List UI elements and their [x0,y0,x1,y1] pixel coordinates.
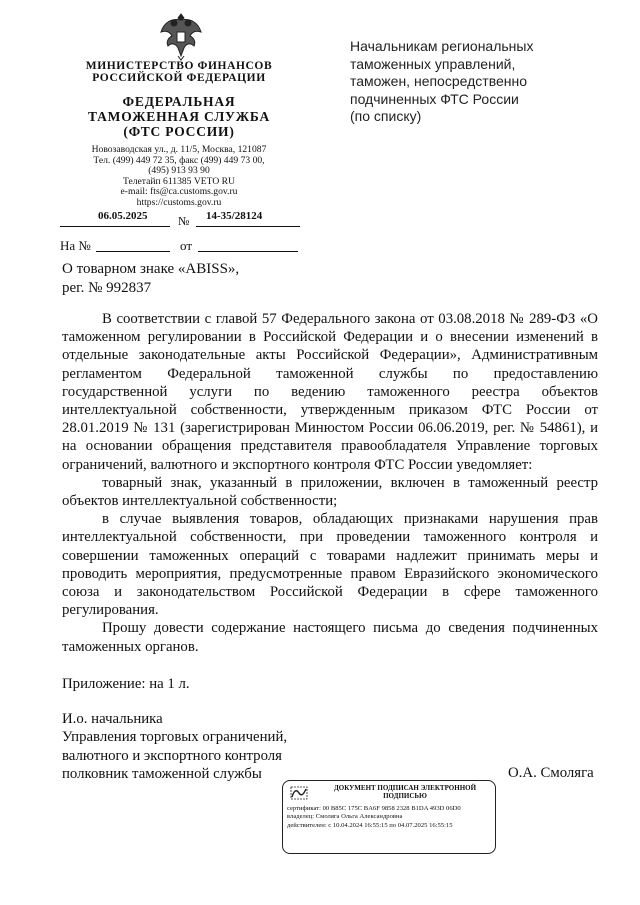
reference-date-blank [198,251,298,252]
reference-number-label: На № [60,238,91,253]
document-date: 06.05.2025 [98,210,148,222]
letter-body [62,310,598,656]
stamp-details [287,805,493,830]
signature-seal-icon [289,785,309,801]
attachment-note: Приложение: на 1 л. [62,676,190,692]
email-line: e-mail: fts@ca.customs.gov.ru [120,186,238,197]
stamp-validity: действителен: с 10.04.2024 16:55:15 по 04.07.2025 16:55:15 [287,821,453,829]
contact-details [60,145,298,208]
sender-organization-block [60,60,298,208]
date-underline [60,226,170,227]
stamp-title: ДОКУМЕНТ ПОДПИСАН ЭЛЕКТРОННОЙ ПОДПИСЬЮ [333,784,477,800]
telex-line: Телетайп 611385 VETO RU [123,175,235,187]
reference-date-label: от [180,238,193,253]
number-underline [196,226,300,227]
number-sign: № [178,214,190,228]
phone-line: Тел. (499) 449 72 35, факс (499) 449 73 00, [93,154,265,166]
ministry-name: МИНИСТЕРСТВО ФИНАНСОВ РОССИЙСКОЙ ФЕДЕРАЦИИ [85,60,273,84]
address-line: Новозаводская ул., д. 11/5, Москва, 121087 [91,144,267,155]
signer-position: И.о. начальника Управления торговых ограничений, валютного и экспортного контроля полковник таможенной службы [62,711,288,783]
coat-of-arms-emblem [158,10,204,62]
body-paragraph-3: в случае выявления товаров, обладающих признаками нарушения прав интеллектуальной собственности, при проведении таможенного контроля и совершении таможенных операций с товарами надлежит принимать меры и проводить мероприятия, предусмотренные правом Евразийского экономического союза и законодательством Российской Федерации в сфере таможенного регулирования. [62,511,598,619]
website-line: https://customs.gov.ru [136,196,222,208]
electronic-signature-stamp [282,780,496,854]
letter-subject: О товарном знаке «ABISS», рег. № 992837 [62,261,240,296]
service-name: ФЕДЕРАЛЬНАЯ ТАМОЖЕННАЯ СЛУЖБА (ФТС РОССИИ) [87,94,271,139]
reference-number-blank [96,251,170,252]
registration-line [60,210,305,230]
body-paragraph-1: В соответствии с главой 57 Федерального закона от 03.08.2018 № 289-ФЗ «О таможенном регулировании в Российской Федерации и о внесении изменений в отдельные законодательные акты Российской Федерации», Административным регламентом Федеральной таможенной службы по предоставлению государственной услуги по ведению таможенного реестра объектов интеллектуальной собственности, утвержденным приказом ФТС России от 28.01.2019 № 131 (зарегистрирован Минюстом России 06.06.2019, рег. № 54861), и на основании обращения представителя правообладателя Управление торговых ограничений, валютного и экспортного контроля ФТС России уведомляет: [62,311,598,473]
signer-name: О.А. Смоляга [508,765,594,781]
phone-line-2: (495) 913 93 90 [148,165,210,176]
stamp-certificate: сертификат: 00 B85C 175C BA6F 9858 2328 B1DA 493D 06D0 [287,805,461,812]
body-paragraph-4: Прошу довести содержание настоящего письма до сведения подчиненных таможенных органов. [62,620,598,655]
reference-line [60,236,305,254]
addressee-block: Начальникам региональных таможенных управлений, таможен, непосредственно подчиненных ФТС России (по списку) [350,38,534,124]
body-paragraph-2: товарный знак, указанный в приложении, включен в таможенный реестр объектов интеллектуальной собственности; [62,474,598,510]
document-number: 14-35/28124 [206,210,263,222]
stamp-owner: владелец: Смоляга Ольга Александровна [287,813,403,821]
